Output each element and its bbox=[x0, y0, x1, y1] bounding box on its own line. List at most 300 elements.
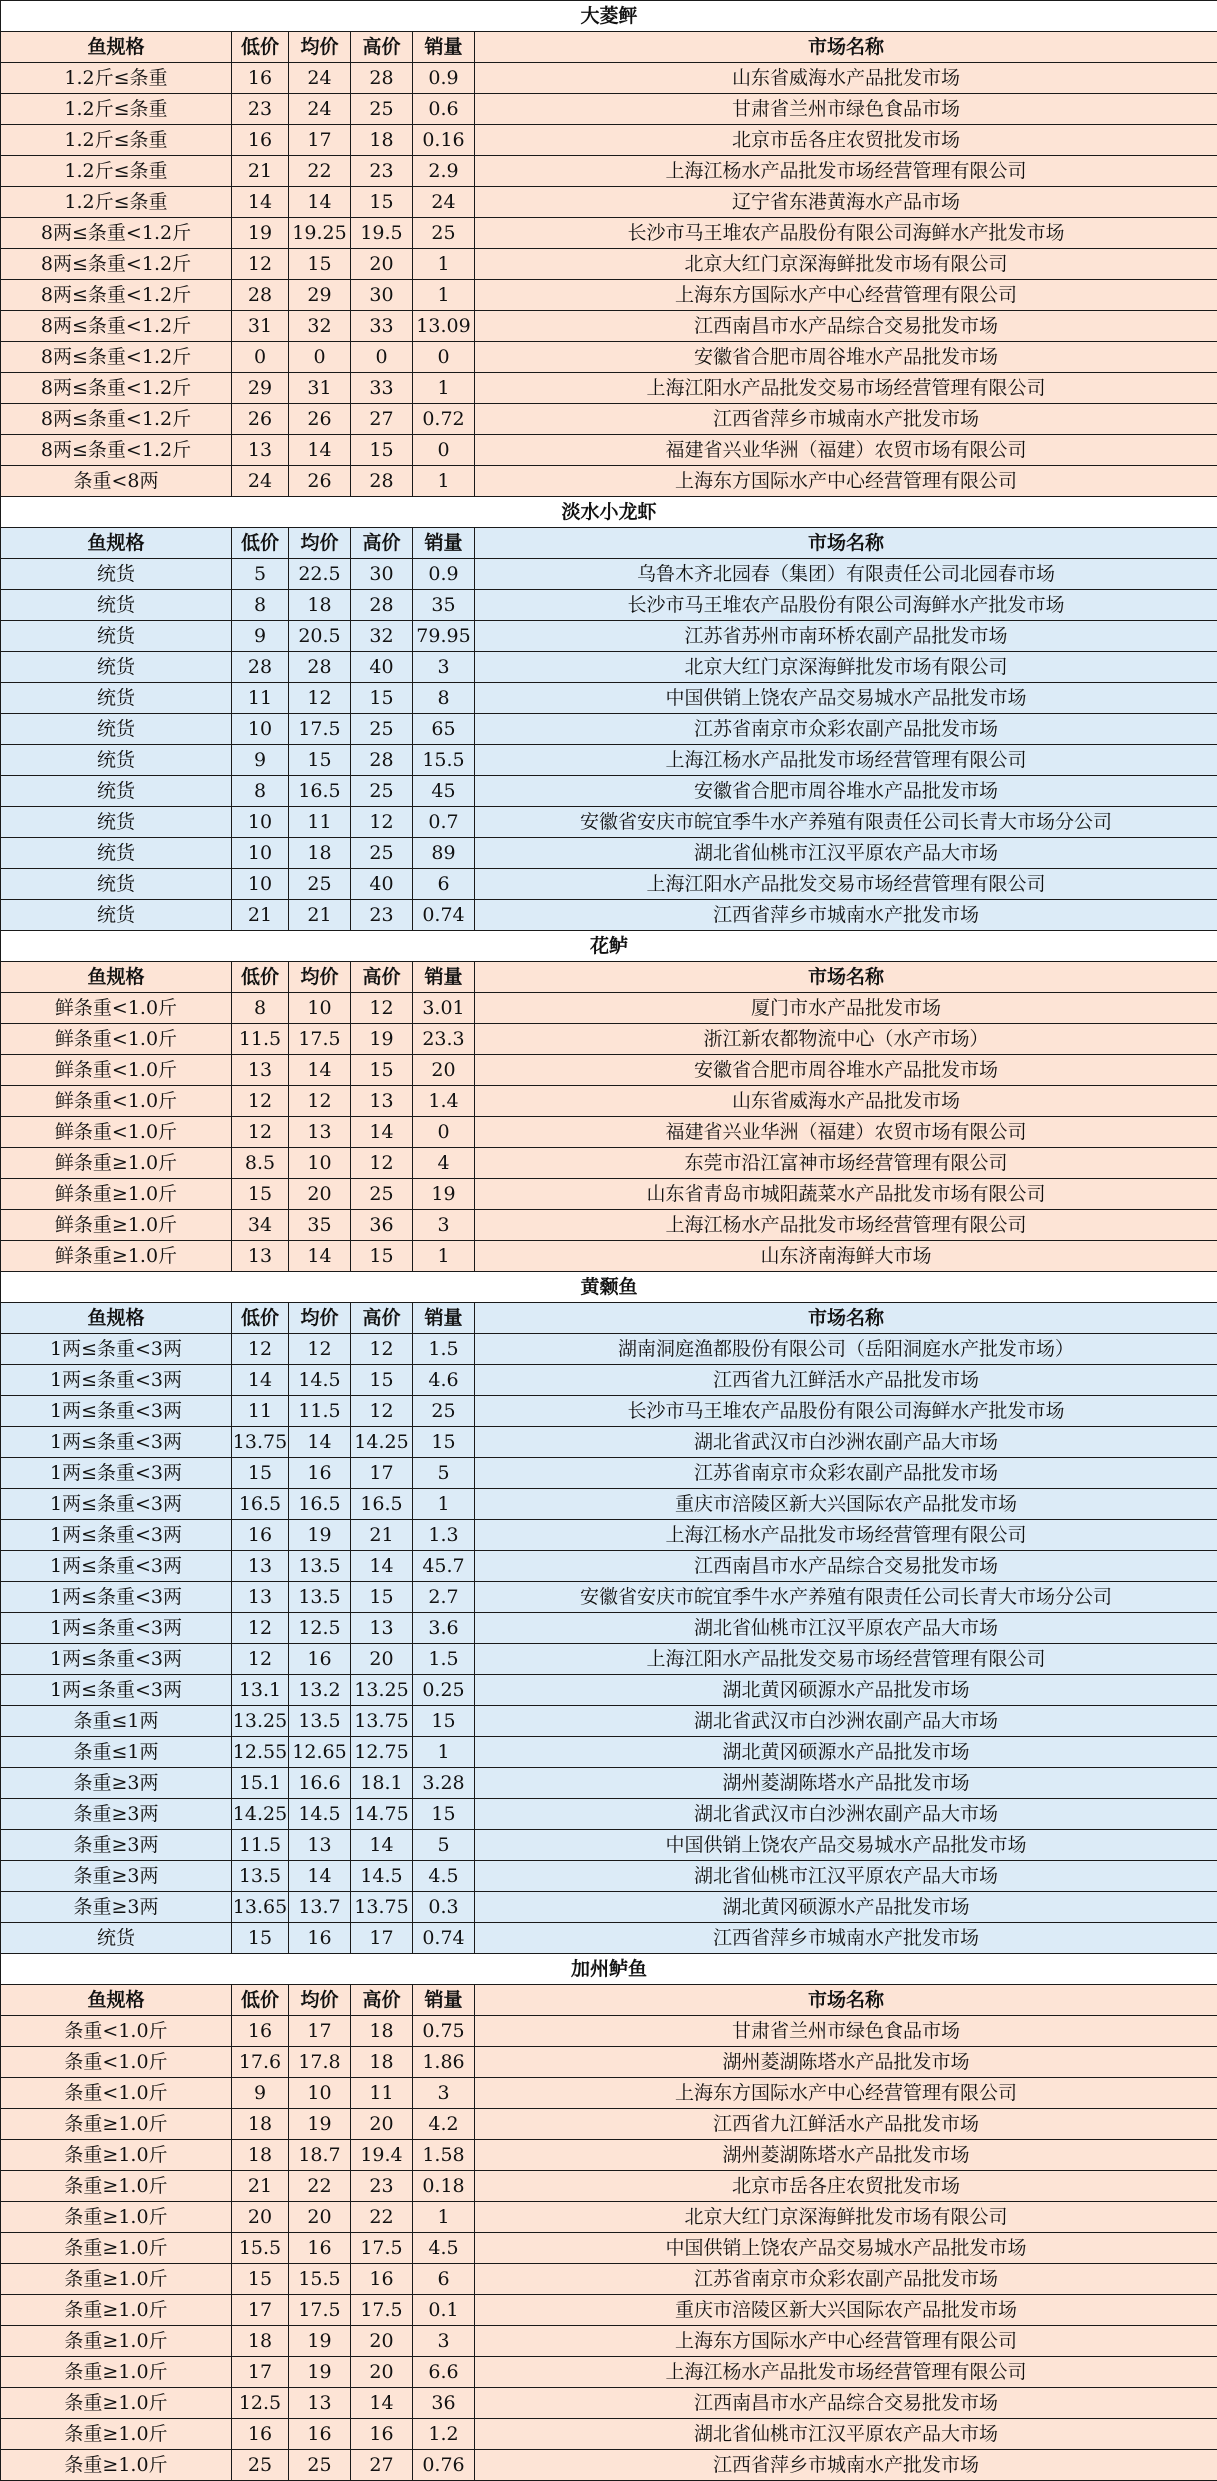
high-price-cell: 12 bbox=[351, 993, 413, 1024]
volume-cell: 1.5 bbox=[413, 1334, 475, 1365]
table-row bbox=[1, 1117, 1217, 1148]
avg-price-cell: 22.5 bbox=[289, 559, 351, 590]
spec-cell: 统货 bbox=[1, 621, 232, 652]
table-row bbox=[1, 1520, 1217, 1551]
avg-price-cell: 22 bbox=[289, 156, 351, 187]
high-price-cell: 12 bbox=[351, 807, 413, 838]
volume-cell: 1.58 bbox=[413, 2140, 475, 2171]
volume-cell: 6.6 bbox=[413, 2357, 475, 2388]
table-row bbox=[1, 1024, 1217, 1055]
table-row bbox=[1, 2171, 1217, 2202]
volume-cell: 24 bbox=[413, 187, 475, 218]
table-row bbox=[1, 1861, 1217, 1892]
high-price-cell: 23 bbox=[351, 156, 413, 187]
low-price-cell: 0 bbox=[232, 342, 289, 373]
volume-cell: 0 bbox=[413, 342, 475, 373]
volume-cell: 4.5 bbox=[413, 2233, 475, 2264]
volume-header: 销量 bbox=[413, 32, 475, 63]
section-title-row bbox=[1, 1, 1217, 32]
table-row bbox=[1, 2233, 1217, 2264]
spec-cell: 统货 bbox=[1, 683, 232, 714]
high-price-cell: 25 bbox=[351, 776, 413, 807]
table-row bbox=[1, 1148, 1217, 1179]
table-row bbox=[1, 807, 1217, 838]
high-price-cell: 13 bbox=[351, 1086, 413, 1117]
volume-cell: 3.01 bbox=[413, 993, 475, 1024]
market-cell: 江西南昌市水产品综合交易批发市场 bbox=[475, 311, 1217, 342]
avg-price-cell: 14.5 bbox=[289, 1799, 351, 1830]
high-price-cell: 15 bbox=[351, 1241, 413, 1272]
volume-cell: 35 bbox=[413, 590, 475, 621]
avg-price-cell: 17.5 bbox=[289, 714, 351, 745]
table-row bbox=[1, 745, 1217, 776]
low-price-cell: 11.5 bbox=[232, 1830, 289, 1861]
high-price-cell: 19.5 bbox=[351, 218, 413, 249]
high-price-cell: 40 bbox=[351, 869, 413, 900]
high-price-cell: 18 bbox=[351, 2047, 413, 2078]
volume-cell: 3.28 bbox=[413, 1768, 475, 1799]
spec-cell: 条重<8两 bbox=[1, 466, 232, 497]
table-row bbox=[1, 1210, 1217, 1241]
avg-price-cell: 17 bbox=[289, 2016, 351, 2047]
market-cell: 江苏省南京市众彩农副产品批发市场 bbox=[475, 2264, 1217, 2295]
spec-cell: 条重<1.0斤 bbox=[1, 2078, 232, 2109]
avg-price-cell: 19 bbox=[289, 1520, 351, 1551]
spec-cell: 1.2斤≤条重 bbox=[1, 125, 232, 156]
spec-cell: 条重≥3两 bbox=[1, 1799, 232, 1830]
avg-price-header: 均价 bbox=[289, 1985, 351, 2016]
avg-price-cell: 16 bbox=[289, 1458, 351, 1489]
volume-cell: 4 bbox=[413, 1148, 475, 1179]
market-cell: 安徽省合肥市周谷堆水产品批发市场 bbox=[475, 342, 1217, 373]
low-price-cell: 17 bbox=[232, 2295, 289, 2326]
low-price-cell: 12.55 bbox=[232, 1737, 289, 1768]
market-cell: 北京大红门京深海鲜批发市场有限公司 bbox=[475, 652, 1217, 683]
market-cell: 上海江杨水产品批发市场经营管理有限公司 bbox=[475, 1210, 1217, 1241]
avg-price-cell: 24 bbox=[289, 63, 351, 94]
market-cell: 安徽省安庆市皖宜季牛水产养殖有限责任公司长青大市场分公司 bbox=[475, 807, 1217, 838]
high-price-cell: 30 bbox=[351, 559, 413, 590]
column-header-row bbox=[1, 528, 1217, 559]
market-cell: 北京大红门京深海鲜批发市场有限公司 bbox=[475, 2202, 1217, 2233]
spec-cell: 鲜条重<1.0斤 bbox=[1, 1055, 232, 1086]
high-price-cell: 32 bbox=[351, 621, 413, 652]
market-cell: 山东省威海水产品批发市场 bbox=[475, 1086, 1217, 1117]
low-price-cell: 10 bbox=[232, 807, 289, 838]
avg-price-cell: 16 bbox=[289, 1923, 351, 1954]
low-price-cell: 8 bbox=[232, 776, 289, 807]
volume-cell: 6 bbox=[413, 2264, 475, 2295]
avg-price-cell: 14 bbox=[289, 1861, 351, 1892]
market-cell: 湖北省仙桃市江汉平原农产品大市场 bbox=[475, 1861, 1217, 1892]
avg-price-cell: 19.25 bbox=[289, 218, 351, 249]
high-price-cell: 13 bbox=[351, 1613, 413, 1644]
avg-price-cell: 17 bbox=[289, 125, 351, 156]
table-row bbox=[1, 2109, 1217, 2140]
high-price-cell: 23 bbox=[351, 900, 413, 931]
low-price-header: 低价 bbox=[232, 1303, 289, 1334]
high-price-cell: 22 bbox=[351, 2202, 413, 2233]
spec-cell: 条重≥1.0斤 bbox=[1, 2419, 232, 2450]
high-price-cell: 28 bbox=[351, 590, 413, 621]
spec-cell: 1.2斤≤条重 bbox=[1, 94, 232, 125]
low-price-cell: 16 bbox=[232, 2016, 289, 2047]
high-price-cell: 15 bbox=[351, 435, 413, 466]
market-cell: 上海江杨水产品批发市场经营管理有限公司 bbox=[475, 1520, 1217, 1551]
table-row bbox=[1, 1644, 1217, 1675]
spec-cell: 条重≥1.0斤 bbox=[1, 2140, 232, 2171]
low-price-cell: 12 bbox=[232, 1613, 289, 1644]
spec-cell: 统货 bbox=[1, 1923, 232, 1954]
high-price-cell: 15 bbox=[351, 683, 413, 714]
avg-price-cell: 14 bbox=[289, 1241, 351, 1272]
volume-header: 销量 bbox=[413, 1985, 475, 2016]
low-price-cell: 18 bbox=[232, 2140, 289, 2171]
table-row bbox=[1, 373, 1217, 404]
market-cell: 福建省兴业华洲（福建）农贸市场有限公司 bbox=[475, 1117, 1217, 1148]
spec-cell: 1两≤条重<3两 bbox=[1, 1396, 232, 1427]
low-price-cell: 18 bbox=[232, 2109, 289, 2140]
market-cell: 江西省萍乡市城南水产批发市场 bbox=[475, 900, 1217, 931]
table-row bbox=[1, 404, 1217, 435]
avg-price-cell: 25 bbox=[289, 2450, 351, 2481]
market-cell: 上海江杨水产品批发市场经营管理有限公司 bbox=[475, 2357, 1217, 2388]
volume-cell: 15 bbox=[413, 1427, 475, 1458]
high-price-cell: 20 bbox=[351, 1644, 413, 1675]
market-cell: 湖州菱湖陈塔水产品批发市场 bbox=[475, 1768, 1217, 1799]
table-row bbox=[1, 2357, 1217, 2388]
table-row bbox=[1, 652, 1217, 683]
column-header-row bbox=[1, 32, 1217, 63]
spec-cell: 鲜条重<1.0斤 bbox=[1, 1117, 232, 1148]
low-price-cell: 13.5 bbox=[232, 1861, 289, 1892]
spec-cell: 统货 bbox=[1, 838, 232, 869]
volume-header: 销量 bbox=[413, 528, 475, 559]
volume-cell: 1 bbox=[413, 2202, 475, 2233]
low-price-cell: 9 bbox=[232, 621, 289, 652]
spec-cell: 8两≤条重<1.2斤 bbox=[1, 342, 232, 373]
spec-cell: 1两≤条重<3两 bbox=[1, 1675, 232, 1706]
avg-price-cell: 16.6 bbox=[289, 1768, 351, 1799]
low-price-cell: 9 bbox=[232, 745, 289, 776]
market-cell: 上海江阳水产品批发交易市场经营管理有限公司 bbox=[475, 869, 1217, 900]
spec-cell: 条重<1.0斤 bbox=[1, 2016, 232, 2047]
spec-cell: 1.2斤≤条重 bbox=[1, 63, 232, 94]
table-row bbox=[1, 1768, 1217, 1799]
table-row bbox=[1, 1489, 1217, 1520]
avg-price-cell: 16 bbox=[289, 1644, 351, 1675]
low-price-cell: 12 bbox=[232, 1117, 289, 1148]
table-row bbox=[1, 2078, 1217, 2109]
high-price-cell: 12 bbox=[351, 1396, 413, 1427]
spec-cell: 1两≤条重<3两 bbox=[1, 1489, 232, 1520]
high-price-cell: 20 bbox=[351, 249, 413, 280]
column-header-row bbox=[1, 1985, 1217, 2016]
volume-cell: 0.75 bbox=[413, 2016, 475, 2047]
avg-price-cell: 13.5 bbox=[289, 1551, 351, 1582]
spec-cell: 条重≥1.0斤 bbox=[1, 2357, 232, 2388]
volume-cell: 5 bbox=[413, 1830, 475, 1861]
avg-price-cell: 11.5 bbox=[289, 1396, 351, 1427]
section-title: 花鲈 bbox=[1, 931, 1217, 962]
volume-cell: 3 bbox=[413, 2078, 475, 2109]
avg-price-cell: 11 bbox=[289, 807, 351, 838]
market-cell: 安徽省合肥市周谷堆水产品批发市场 bbox=[475, 776, 1217, 807]
table-row bbox=[1, 1892, 1217, 1923]
low-price-cell: 13 bbox=[232, 1055, 289, 1086]
high-price-cell: 17.5 bbox=[351, 2233, 413, 2264]
avg-price-cell: 19 bbox=[289, 2326, 351, 2357]
high-price-cell: 14 bbox=[351, 1830, 413, 1861]
spec-header: 鱼规格 bbox=[1, 1303, 232, 1334]
market-cell: 辽宁省东港黄海水产品市场 bbox=[475, 187, 1217, 218]
market-header: 市场名称 bbox=[475, 1303, 1217, 1334]
avg-price-cell: 13.7 bbox=[289, 1892, 351, 1923]
avg-price-cell: 17.8 bbox=[289, 2047, 351, 2078]
volume-cell: 45 bbox=[413, 776, 475, 807]
spec-cell: 条重≥1.0斤 bbox=[1, 2171, 232, 2202]
spec-cell: 鲜条重<1.0斤 bbox=[1, 1086, 232, 1117]
avg-price-cell: 24 bbox=[289, 94, 351, 125]
avg-price-cell: 32 bbox=[289, 311, 351, 342]
table-row bbox=[1, 466, 1217, 497]
low-price-cell: 21 bbox=[232, 2171, 289, 2202]
avg-price-cell: 13 bbox=[289, 1117, 351, 1148]
high-price-cell: 20 bbox=[351, 2357, 413, 2388]
spec-cell: 条重≥3两 bbox=[1, 1892, 232, 1923]
low-price-cell: 16 bbox=[232, 125, 289, 156]
low-price-cell: 16 bbox=[232, 1520, 289, 1551]
market-cell: 上海东方国际水产中心经营管理有限公司 bbox=[475, 466, 1217, 497]
volume-cell: 2.7 bbox=[413, 1582, 475, 1613]
market-cell: 中国供销上饶农产品交易城水产品批发市场 bbox=[475, 2233, 1217, 2264]
spec-cell: 统货 bbox=[1, 776, 232, 807]
market-cell: 东莞市沿江富神市场经营管理有限公司 bbox=[475, 1148, 1217, 1179]
volume-cell: 0.76 bbox=[413, 2450, 475, 2481]
volume-cell: 0.3 bbox=[413, 1892, 475, 1923]
high-price-header: 高价 bbox=[351, 528, 413, 559]
market-cell: 北京市岳各庄农贸批发市场 bbox=[475, 125, 1217, 156]
table-row bbox=[1, 280, 1217, 311]
high-price-cell: 25 bbox=[351, 1179, 413, 1210]
avg-price-cell: 14 bbox=[289, 1055, 351, 1086]
low-price-cell: 15 bbox=[232, 1923, 289, 1954]
spec-cell: 条重≥3两 bbox=[1, 1861, 232, 1892]
high-price-cell: 33 bbox=[351, 373, 413, 404]
market-cell: 中国供销上饶农产品交易城水产品批发市场 bbox=[475, 683, 1217, 714]
market-header: 市场名称 bbox=[475, 32, 1217, 63]
spec-cell: 条重≥3两 bbox=[1, 1830, 232, 1861]
volume-cell: 15 bbox=[413, 1799, 475, 1830]
market-cell: 湖北省武汉市白沙洲农副产品大市场 bbox=[475, 1427, 1217, 1458]
high-price-cell: 15 bbox=[351, 187, 413, 218]
avg-price-cell: 12.65 bbox=[289, 1737, 351, 1768]
low-price-cell: 17 bbox=[232, 2357, 289, 2388]
avg-price-cell: 22 bbox=[289, 2171, 351, 2202]
volume-cell: 4.2 bbox=[413, 2109, 475, 2140]
volume-cell: 1 bbox=[413, 1241, 475, 1272]
low-price-cell: 11.5 bbox=[232, 1024, 289, 1055]
avg-price-cell: 14 bbox=[289, 1427, 351, 1458]
volume-cell: 25 bbox=[413, 1396, 475, 1427]
market-cell: 湖北省仙桃市江汉平原农产品大市场 bbox=[475, 2419, 1217, 2450]
low-price-cell: 23 bbox=[232, 94, 289, 125]
avg-price-cell: 28 bbox=[289, 652, 351, 683]
high-price-cell: 15 bbox=[351, 1365, 413, 1396]
volume-cell: 1.5 bbox=[413, 1644, 475, 1675]
spec-cell: 8两≤条重<1.2斤 bbox=[1, 404, 232, 435]
high-price-cell: 27 bbox=[351, 404, 413, 435]
section-title: 淡水小龙虾 bbox=[1, 497, 1217, 528]
market-cell: 上海东方国际水产中心经营管理有限公司 bbox=[475, 280, 1217, 311]
low-price-cell: 13 bbox=[232, 1551, 289, 1582]
market-cell: 江苏省南京市众彩农副产品批发市场 bbox=[475, 1458, 1217, 1489]
table-row bbox=[1, 1830, 1217, 1861]
volume-cell: 13.09 bbox=[413, 311, 475, 342]
low-price-cell: 12 bbox=[232, 1086, 289, 1117]
table-row bbox=[1, 63, 1217, 94]
high-price-cell: 23 bbox=[351, 2171, 413, 2202]
table-row bbox=[1, 1055, 1217, 1086]
avg-price-cell: 10 bbox=[289, 2078, 351, 2109]
spec-cell: 1两≤条重<3两 bbox=[1, 1551, 232, 1582]
avg-price-cell: 15 bbox=[289, 249, 351, 280]
avg-price-cell: 12 bbox=[289, 1086, 351, 1117]
avg-price-cell: 13 bbox=[289, 2388, 351, 2419]
volume-cell: 0.18 bbox=[413, 2171, 475, 2202]
volume-cell: 0.72 bbox=[413, 404, 475, 435]
market-cell: 湖北省武汉市白沙洲农副产品大市场 bbox=[475, 1799, 1217, 1830]
high-price-cell: 12.75 bbox=[351, 1737, 413, 1768]
avg-price-cell: 12 bbox=[289, 683, 351, 714]
spec-cell: 鲜条重<1.0斤 bbox=[1, 993, 232, 1024]
market-cell: 湖北省武汉市白沙洲农副产品大市场 bbox=[475, 1706, 1217, 1737]
volume-header: 销量 bbox=[413, 962, 475, 993]
market-cell: 安徽省合肥市周谷堆水产品批发市场 bbox=[475, 1055, 1217, 1086]
low-price-cell: 15 bbox=[232, 1179, 289, 1210]
high-price-header: 高价 bbox=[351, 962, 413, 993]
spec-cell: 统货 bbox=[1, 745, 232, 776]
volume-cell: 1 bbox=[413, 1489, 475, 1520]
market-cell: 江西省萍乡市城南水产批发市场 bbox=[475, 2450, 1217, 2481]
table-row bbox=[1, 838, 1217, 869]
low-price-cell: 8.5 bbox=[232, 1148, 289, 1179]
high-price-cell: 25 bbox=[351, 714, 413, 745]
low-price-header: 低价 bbox=[232, 962, 289, 993]
volume-cell: 36 bbox=[413, 2388, 475, 2419]
market-cell: 江苏省苏州市南环桥农副产品批发市场 bbox=[475, 621, 1217, 652]
table-row bbox=[1, 2047, 1217, 2078]
volume-cell: 65 bbox=[413, 714, 475, 745]
table-row bbox=[1, 1582, 1217, 1613]
high-price-cell: 28 bbox=[351, 745, 413, 776]
volume-cell: 0.9 bbox=[413, 63, 475, 94]
spec-cell: 条重≥1.0斤 bbox=[1, 2295, 232, 2326]
high-price-cell: 14 bbox=[351, 1117, 413, 1148]
section-title-row bbox=[1, 1272, 1217, 1303]
spec-cell: 条重<1.0斤 bbox=[1, 2047, 232, 2078]
volume-cell: 79.95 bbox=[413, 621, 475, 652]
volume-cell: 25 bbox=[413, 218, 475, 249]
avg-price-header: 均价 bbox=[289, 962, 351, 993]
avg-price-cell: 35 bbox=[289, 1210, 351, 1241]
market-header: 市场名称 bbox=[475, 528, 1217, 559]
high-price-cell: 14.25 bbox=[351, 1427, 413, 1458]
volume-cell: 1.86 bbox=[413, 2047, 475, 2078]
section-title: 加州鲈鱼 bbox=[1, 1954, 1217, 1985]
low-price-cell: 12 bbox=[232, 1334, 289, 1365]
avg-price-cell: 15 bbox=[289, 745, 351, 776]
market-cell: 北京大红门京深海鲜批发市场有限公司 bbox=[475, 249, 1217, 280]
table-row bbox=[1, 2264, 1217, 2295]
market-cell: 长沙市马王堆农产品股份有限公司海鲜水产批发市场 bbox=[475, 1396, 1217, 1427]
market-cell: 上海江阳水产品批发交易市场经营管理有限公司 bbox=[475, 373, 1217, 404]
low-price-cell: 13 bbox=[232, 435, 289, 466]
low-price-cell: 21 bbox=[232, 900, 289, 931]
spec-cell: 统货 bbox=[1, 869, 232, 900]
spec-cell: 8两≤条重<1.2斤 bbox=[1, 280, 232, 311]
high-price-header: 高价 bbox=[351, 32, 413, 63]
volume-cell: 0.9 bbox=[413, 559, 475, 590]
low-price-cell: 9 bbox=[232, 2078, 289, 2109]
avg-price-cell: 26 bbox=[289, 404, 351, 435]
low-price-cell: 14.25 bbox=[232, 1799, 289, 1830]
volume-cell: 3.6 bbox=[413, 1613, 475, 1644]
volume-cell: 89 bbox=[413, 838, 475, 869]
table-row bbox=[1, 2202, 1217, 2233]
low-price-cell: 16 bbox=[232, 63, 289, 94]
low-price-cell: 26 bbox=[232, 404, 289, 435]
volume-cell: 1 bbox=[413, 1737, 475, 1768]
table-row bbox=[1, 2326, 1217, 2357]
avg-price-cell: 15.5 bbox=[289, 2264, 351, 2295]
spec-cell: 8两≤条重<1.2斤 bbox=[1, 435, 232, 466]
spec-cell: 统货 bbox=[1, 714, 232, 745]
avg-price-cell: 0 bbox=[289, 342, 351, 373]
high-price-cell: 13.75 bbox=[351, 1706, 413, 1737]
volume-cell: 0.7 bbox=[413, 807, 475, 838]
avg-price-cell: 17.5 bbox=[289, 2295, 351, 2326]
low-price-header: 低价 bbox=[232, 1985, 289, 2016]
avg-price-cell: 10 bbox=[289, 1148, 351, 1179]
avg-price-cell: 20 bbox=[289, 2202, 351, 2233]
avg-price-cell: 10 bbox=[289, 993, 351, 1024]
column-header-row bbox=[1, 1303, 1217, 1334]
high-price-cell: 40 bbox=[351, 652, 413, 683]
low-price-cell: 12.5 bbox=[232, 2388, 289, 2419]
table-row bbox=[1, 342, 1217, 373]
avg-price-cell: 14 bbox=[289, 187, 351, 218]
low-price-cell: 15 bbox=[232, 2264, 289, 2295]
volume-cell: 3 bbox=[413, 1210, 475, 1241]
volume-cell: 23.3 bbox=[413, 1024, 475, 1055]
avg-price-cell: 12.5 bbox=[289, 1613, 351, 1644]
spec-header: 鱼规格 bbox=[1, 528, 232, 559]
low-price-cell: 11 bbox=[232, 1396, 289, 1427]
spec-cell: 统货 bbox=[1, 807, 232, 838]
low-price-cell: 13.25 bbox=[232, 1706, 289, 1737]
low-price-cell: 12 bbox=[232, 1644, 289, 1675]
market-cell: 上海江杨水产品批发市场经营管理有限公司 bbox=[475, 745, 1217, 776]
high-price-cell: 12 bbox=[351, 1148, 413, 1179]
high-price-cell: 15 bbox=[351, 1582, 413, 1613]
market-cell: 湖北黄冈硕源水产品批发市场 bbox=[475, 1892, 1217, 1923]
volume-cell: 3 bbox=[413, 652, 475, 683]
table-row bbox=[1, 2016, 1217, 2047]
volume-cell: 0.25 bbox=[413, 1675, 475, 1706]
high-price-cell: 27 bbox=[351, 2450, 413, 2481]
market-cell: 江西省九江鲜活水产品批发市场 bbox=[475, 2109, 1217, 2140]
